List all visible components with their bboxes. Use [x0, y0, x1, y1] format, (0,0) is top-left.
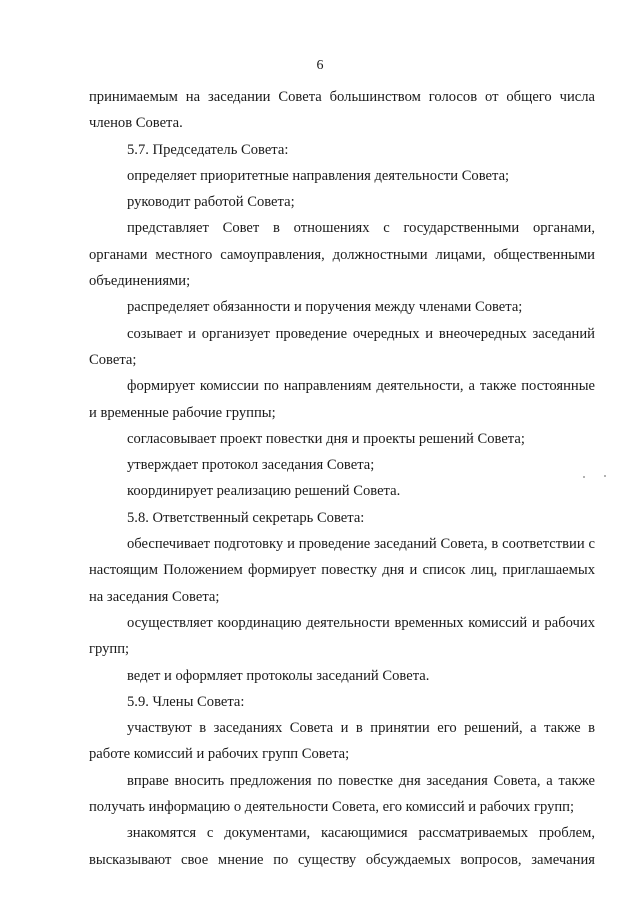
section-heading: 5.7. Председатель Совета: [127, 141, 289, 158]
section-heading: 5.8. Ответственный секретарь Совета: [127, 509, 365, 526]
list-item: вправе вносить предложения по повестке дня заседания Совета, а также получать информацию о деятельности Совета, его комиссий и рабочих групп; [89, 772, 595, 816]
list-item: созывает и организует проведение очередных и внеочередных заседаний Совета; [89, 325, 595, 368]
list-item: представляет Совет в отношениях с государственными органами, органами местного самоуправления, должностными лицами, общественными объединениями; [89, 220, 595, 290]
list-item: руководит работой Совета; [127, 194, 295, 211]
list-item: координирует реализацию решений Совета. [127, 483, 401, 500]
list-item: распределяет обязанности и поручения между членами Совета; [127, 299, 523, 316]
list-item: осуществляет координацию деятельности временных комиссий и рабочих групп; [89, 614, 595, 658]
section-heading: 5.9. Члены Совета: [127, 693, 245, 710]
list-item: ведет и оформляет протоколы заседаний Совета. [127, 667, 430, 684]
list-item: согласовывает проект повестки дня и проекты решений Совета; [127, 430, 525, 447]
list-item: утверждает протокол заседания Совета; [127, 457, 375, 474]
list-item: определяет приоритетные направления деятельности Совета; [127, 167, 510, 184]
list-item: формирует комиссии по направлениям деятельности, а также постоянные и временные рабочие группы; [89, 378, 595, 421]
page-number: 6 [316, 58, 324, 73]
scan-speck [583, 476, 585, 478]
scan-speck [604, 475, 606, 477]
list-item: обеспечивает подготовку и проведение заседаний Совета, в соответствии с настоящим Положением формирует повестку дня и список лиц, приглашаемых на заседания Совета; [89, 536, 595, 605]
list-item: участвуют в заседаниях Совета и в принятии его решений, а также в работе комиссий и рабочих групп Совета; [89, 720, 595, 763]
paragraph: принимаемым на заседании Совета большинством голосов от общего числа членов Совета. [89, 89, 595, 132]
list-item: знакомятся с документами, касающимися рассматриваемых проблем, высказывают свое мнение по существу обсуждаемых вопросов, замечания [89, 825, 595, 868]
document-body [89, 84, 595, 873]
